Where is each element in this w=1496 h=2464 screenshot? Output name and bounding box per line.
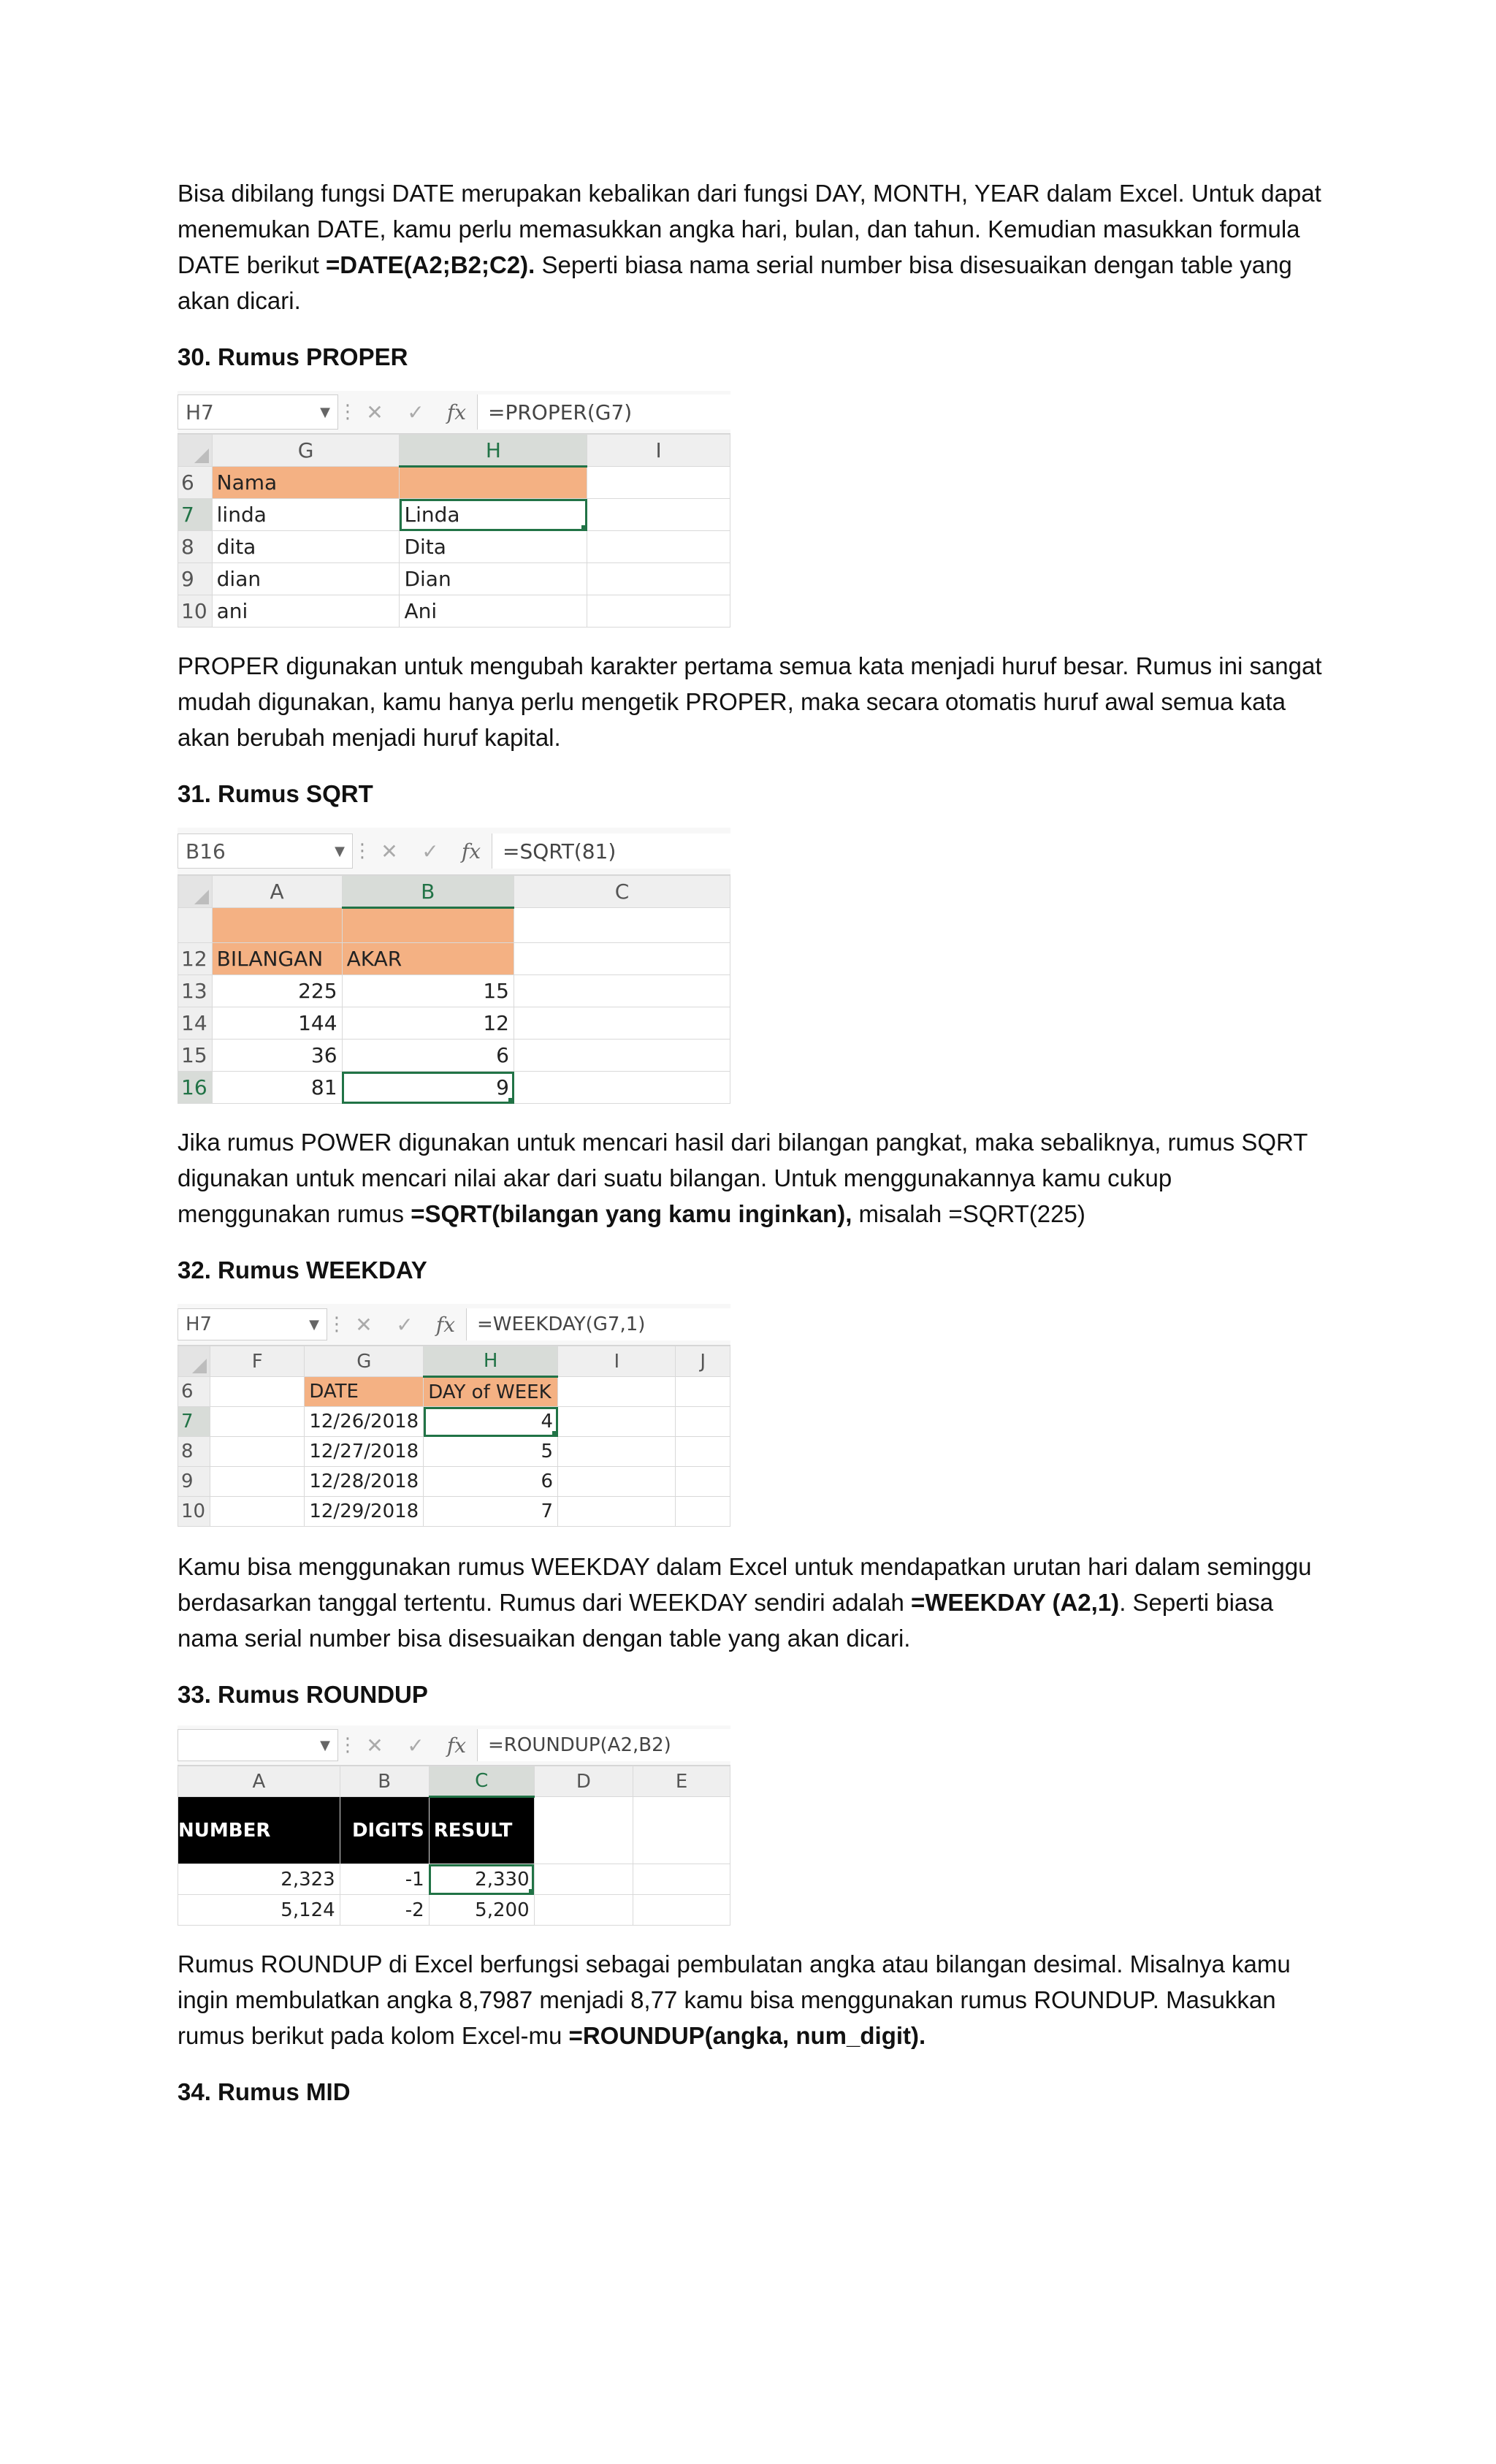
row-header[interactable]: 10 — [178, 1497, 210, 1527]
cell[interactable] — [676, 1407, 730, 1437]
formula-input[interactable]: =WEEKDAY(G7,1) — [466, 1308, 730, 1340]
dropdown-icon[interactable]: ▼ — [309, 1316, 319, 1332]
cancel-icon[interactable]: ✕ — [366, 400, 383, 424]
proper-spreadsheet — [178, 391, 730, 628]
cell[interactable] — [676, 1437, 730, 1467]
cell[interactable] — [558, 1407, 676, 1437]
row-header[interactable]: 9 — [178, 1467, 210, 1497]
cell[interactable]: 12/27/2018 — [305, 1437, 424, 1467]
name-box-value: B16 — [186, 839, 226, 863]
dots-icon: ⋮ — [338, 401, 357, 423]
cell[interactable] — [514, 1007, 730, 1040]
cell[interactable] — [587, 595, 730, 628]
table-row — [178, 1497, 730, 1527]
cell[interactable]: AKAR — [342, 943, 514, 975]
cell[interactable] — [514, 943, 730, 975]
sqrt-text: Jika rumus POWER digunakan untuk mencari hasil dari bilangan pangkat, maka sebaliknya, rumus SQRT digunakan untuk mencari nilai akar dari suatu bilangan. Untuk menggunakannya kamu cukup menggunakan rumus — [178, 1129, 1308, 1227]
table-row — [178, 975, 730, 1007]
sqrt-formula: =SQRT(bilangan yang kamu inginkan), — [411, 1200, 852, 1227]
column-header[interactable]: A — [178, 1766, 340, 1797]
cell[interactable] — [676, 1497, 730, 1527]
select-all-corner[interactable] — [178, 435, 213, 467]
column-header[interactable]: H — [400, 435, 587, 467]
cell[interactable] — [633, 1895, 730, 1926]
column-header[interactable]: B — [340, 1766, 429, 1797]
cell[interactable] — [633, 1864, 730, 1895]
name-box[interactable] — [178, 1308, 327, 1340]
cell[interactable]: DIGITS — [340, 1797, 429, 1864]
cell[interactable]: 5,200 — [429, 1895, 534, 1926]
weekday-formula: =WEEKDAY (A2,1) — [911, 1589, 1120, 1616]
row-header[interactable]: 15 — [178, 1040, 213, 1072]
intro-text: Bisa dibilang fungsi DATE merupakan kebalikan dari fungsi DAY, MONTH, YEAR dalam Excel. Untuk dapat menemukan DATE, kamu perlu memasukkan angka hari, bulan, dan tahun. Kemudian masukkan formula DATE berikut — [178, 180, 1321, 278]
sqrt-spreadsheet — [178, 828, 730, 1104]
intro-formula: =DATE(A2;B2;C2). — [325, 251, 535, 278]
table-row — [178, 1895, 730, 1926]
sqrt-text-end: misalah =SQRT(225) — [852, 1200, 1085, 1227]
cell[interactable]: Ani — [400, 595, 587, 628]
column-header[interactable]: C — [429, 1766, 534, 1797]
name-box-value: H7 — [186, 1313, 213, 1335]
cell[interactable] — [558, 1377, 676, 1407]
cell[interactable]: 12/29/2018 — [305, 1497, 424, 1527]
table-row — [178, 1437, 730, 1467]
intro-text-end: Seperti biasa nama serial number bisa disesuaikan dengan table yang akan dicari. — [178, 251, 1292, 314]
dots-icon: ⋮ — [338, 1734, 357, 1756]
cell-grid — [178, 875, 730, 1104]
row-header[interactable]: 8 — [178, 531, 213, 563]
cell[interactable] — [558, 1467, 676, 1497]
function-icon[interactable]: fx — [446, 400, 467, 424]
table-row — [178, 595, 730, 628]
cell[interactable]: 225 — [212, 975, 342, 1007]
cancel-icon[interactable]: ✕ — [366, 1733, 383, 1758]
row-header[interactable]: 14 — [178, 1007, 213, 1040]
cell[interactable]: 7 — [424, 1497, 558, 1527]
cell[interactable] — [558, 1437, 676, 1467]
active-cell[interactable]: 9 — [342, 1072, 514, 1104]
cell[interactable]: 5 — [424, 1437, 558, 1467]
cell[interactable] — [342, 908, 514, 943]
document-page — [178, 175, 1324, 2110]
table-row — [178, 1864, 730, 1895]
cell[interactable]: -2 — [340, 1895, 429, 1926]
cell[interactable] — [534, 1797, 633, 1864]
column-header[interactable]: A — [212, 876, 342, 908]
cell[interactable]: 6 — [424, 1467, 558, 1497]
cell-grid — [178, 1346, 730, 1527]
formula-input[interactable]: =ROUNDUP(A2,B2) — [477, 1729, 730, 1761]
formula-input[interactable]: =SQRT(81) — [492, 834, 730, 869]
cell[interactable]: linda — [212, 499, 400, 531]
row-header[interactable]: 6 — [178, 1377, 210, 1407]
row-header[interactable]: 13 — [178, 975, 213, 1007]
select-all-corner[interactable] — [178, 1346, 210, 1377]
enter-icon[interactable]: ✓ — [407, 400, 424, 424]
table-row — [178, 531, 730, 563]
cell[interactable] — [633, 1797, 730, 1864]
function-icon[interactable]: fx — [446, 1733, 467, 1758]
roundup-formula: =ROUNDUP(angka, num_digit). — [568, 2022, 926, 2049]
cell[interactable]: DAY of WEEK — [424, 1377, 558, 1407]
table-row — [178, 563, 730, 595]
row-header[interactable]: 7 — [178, 499, 213, 531]
table-row — [178, 1072, 730, 1104]
cell[interactable]: dian — [212, 563, 400, 595]
cell[interactable] — [210, 1377, 305, 1407]
cancel-icon[interactable]: ✕ — [355, 1312, 373, 1337]
column-header[interactable]: G — [305, 1346, 424, 1377]
column-header[interactable]: J — [676, 1346, 730, 1377]
cell[interactable] — [514, 908, 730, 943]
row-header[interactable]: 16 — [178, 1072, 213, 1104]
row-header[interactable]: 12 — [178, 943, 213, 975]
cell[interactable] — [514, 1040, 730, 1072]
formula-bar — [178, 391, 730, 434]
cell[interactable] — [514, 975, 730, 1007]
cell[interactable] — [676, 1377, 730, 1407]
row-header[interactable]: 9 — [178, 563, 213, 595]
column-header[interactable]: I — [587, 435, 730, 467]
cell[interactable] — [534, 1895, 633, 1926]
cell[interactable] — [534, 1864, 633, 1895]
table-row — [178, 1467, 730, 1497]
formula-bar — [178, 1304, 730, 1346]
cell[interactable]: Nama — [212, 467, 400, 499]
intro-paragraph — [178, 175, 1324, 319]
weekday-text: Kamu bisa menggunakan rumus WEEKDAY dalam Excel untuk mendapatkan urutan hari dalam seminggu berdasarkan tanggal tertentu. Rumus dari WEEKDAY sendiri adalah — [178, 1553, 1312, 1616]
dots-icon: ⋮ — [327, 1313, 346, 1335]
table-row — [178, 1377, 730, 1407]
cell[interactable]: 5,124 — [178, 1895, 340, 1926]
column-header[interactable]: I — [558, 1346, 676, 1377]
active-cell[interactable]: 2,330 — [429, 1864, 534, 1895]
enter-icon[interactable]: ✓ — [396, 1312, 413, 1337]
proper-paragraph: PROPER digunakan untuk mengubah karakter pertama semua kata menjadi huruf besar. Rumus ini sangat mudah digunakan, kamu hanya perlu mengetik PROPER, maka secara otomatis huruf awal semua kata akan berubah menjadi huruf kapital. — [178, 652, 1322, 751]
cell[interactable] — [558, 1497, 676, 1527]
cell[interactable]: Dita — [400, 531, 587, 563]
select-all-corner[interactable] — [178, 876, 213, 908]
table-row — [178, 943, 730, 975]
proper-heading: 30. Rumus PROPER — [178, 343, 408, 370]
weekday-text-end: . Seperti biasa nama serial number bisa disesuaikan dengan table yang akan dicari. — [178, 1589, 1274, 1652]
cell[interactable]: 144 — [212, 1007, 342, 1040]
cell[interactable]: NUMBER — [178, 1797, 340, 1864]
formula-bar — [178, 1725, 730, 1766]
table-row — [178, 1407, 730, 1437]
cell[interactable] — [587, 531, 730, 563]
column-header[interactable]: C — [514, 876, 730, 908]
cell[interactable]: 6 — [342, 1040, 514, 1072]
row-header[interactable]: 7 — [178, 1407, 210, 1437]
sqrt-heading: 31. Rumus SQRT — [178, 780, 373, 807]
name-box[interactable] — [178, 394, 338, 430]
function-icon[interactable]: fx — [435, 1312, 456, 1337]
mid-heading: 34. Rumus MID — [178, 2078, 351, 2105]
table-row — [178, 1040, 730, 1072]
column-header[interactable]: G — [212, 435, 400, 467]
sqrt-paragraph — [178, 1124, 1324, 1232]
table-row — [178, 1007, 730, 1040]
name-box[interactable] — [178, 834, 353, 869]
dots-icon: ⋮ — [353, 840, 372, 862]
cell[interactable]: 12 — [342, 1007, 514, 1040]
enter-icon[interactable]: ✓ — [421, 839, 439, 863]
function-icon[interactable]: fx — [461, 839, 481, 863]
active-cell[interactable]: Linda — [400, 499, 587, 531]
cell-grid — [178, 1766, 730, 1926]
cell[interactable]: Dian — [400, 563, 587, 595]
column-header[interactable]: F — [210, 1346, 305, 1377]
cell[interactable]: DATE — [305, 1377, 424, 1407]
cell[interactable]: BILANGAN — [212, 943, 342, 975]
cell[interactable] — [210, 1497, 305, 1527]
cancel-icon[interactable]: ✕ — [381, 839, 398, 863]
table-row — [178, 908, 730, 943]
cell[interactable] — [210, 1467, 305, 1497]
name-box[interactable] — [178, 1729, 338, 1761]
cell[interactable] — [676, 1467, 730, 1497]
dropdown-icon[interactable]: ▼ — [320, 404, 330, 420]
cell[interactable]: 36 — [212, 1040, 342, 1072]
name-box-value: H7 — [186, 400, 214, 424]
roundup-text: Rumus ROUNDUP di Excel berfungsi sebagai pembulatan angka atau bilangan desimal. Misalnya kamu ingin membulatkan angka 8,7987 menjadi 8,77 kamu bisa menggunakan rumus ROUNDUP. Masukkan rumus berikut pada kolom Excel-mu — [178, 1950, 1291, 2049]
dropdown-icon[interactable]: ▼ — [320, 1737, 330, 1753]
row-header[interactable]: 8 — [178, 1437, 210, 1467]
cell[interactable]: 2,323 — [178, 1864, 340, 1895]
row-header[interactable] — [178, 908, 213, 943]
roundup-paragraph — [178, 1946, 1324, 2053]
cell[interactable]: 15 — [342, 975, 514, 1007]
cell[interactable]: 81 — [212, 1072, 342, 1104]
cell[interactable] — [210, 1407, 305, 1437]
cell[interactable] — [587, 499, 730, 531]
cell[interactable]: ani — [212, 595, 400, 628]
table-row — [178, 1797, 730, 1864]
roundup-heading: 33. Rumus ROUNDUP — [178, 1681, 428, 1708]
column-header[interactable]: E — [633, 1766, 730, 1797]
cell[interactable] — [587, 563, 730, 595]
column-header[interactable]: B — [342, 876, 514, 908]
weekday-heading: 32. Rumus WEEKDAY — [178, 1256, 427, 1284]
formula-bar — [178, 828, 730, 875]
cell[interactable] — [514, 1072, 730, 1104]
cell[interactable] — [587, 467, 730, 499]
formula-input[interactable]: =PROPER(G7) — [477, 394, 730, 430]
cell[interactable]: 12/26/2018 — [305, 1407, 424, 1437]
column-header[interactable]: H — [424, 1346, 558, 1377]
enter-icon[interactable]: ✓ — [407, 1733, 424, 1758]
cell-grid — [178, 434, 730, 628]
cell[interactable] — [400, 467, 587, 499]
dropdown-icon[interactable]: ▼ — [335, 843, 345, 859]
cell[interactable] — [210, 1437, 305, 1467]
cell[interactable]: RESULT — [429, 1797, 534, 1864]
row-header[interactable]: 10 — [178, 595, 213, 628]
table-row — [178, 499, 730, 531]
cell[interactable]: 12/28/2018 — [305, 1467, 424, 1497]
row-header[interactable]: 6 — [178, 467, 213, 499]
table-row — [178, 467, 730, 499]
weekday-spreadsheet — [178, 1304, 730, 1527]
cell[interactable]: dita — [212, 531, 400, 563]
cell[interactable] — [212, 908, 342, 943]
weekday-paragraph — [178, 1549, 1324, 1656]
cell[interactable]: -1 — [340, 1864, 429, 1895]
roundup-spreadsheet — [178, 1725, 730, 1926]
active-cell[interactable]: 4 — [424, 1407, 558, 1437]
column-header[interactable]: D — [534, 1766, 633, 1797]
